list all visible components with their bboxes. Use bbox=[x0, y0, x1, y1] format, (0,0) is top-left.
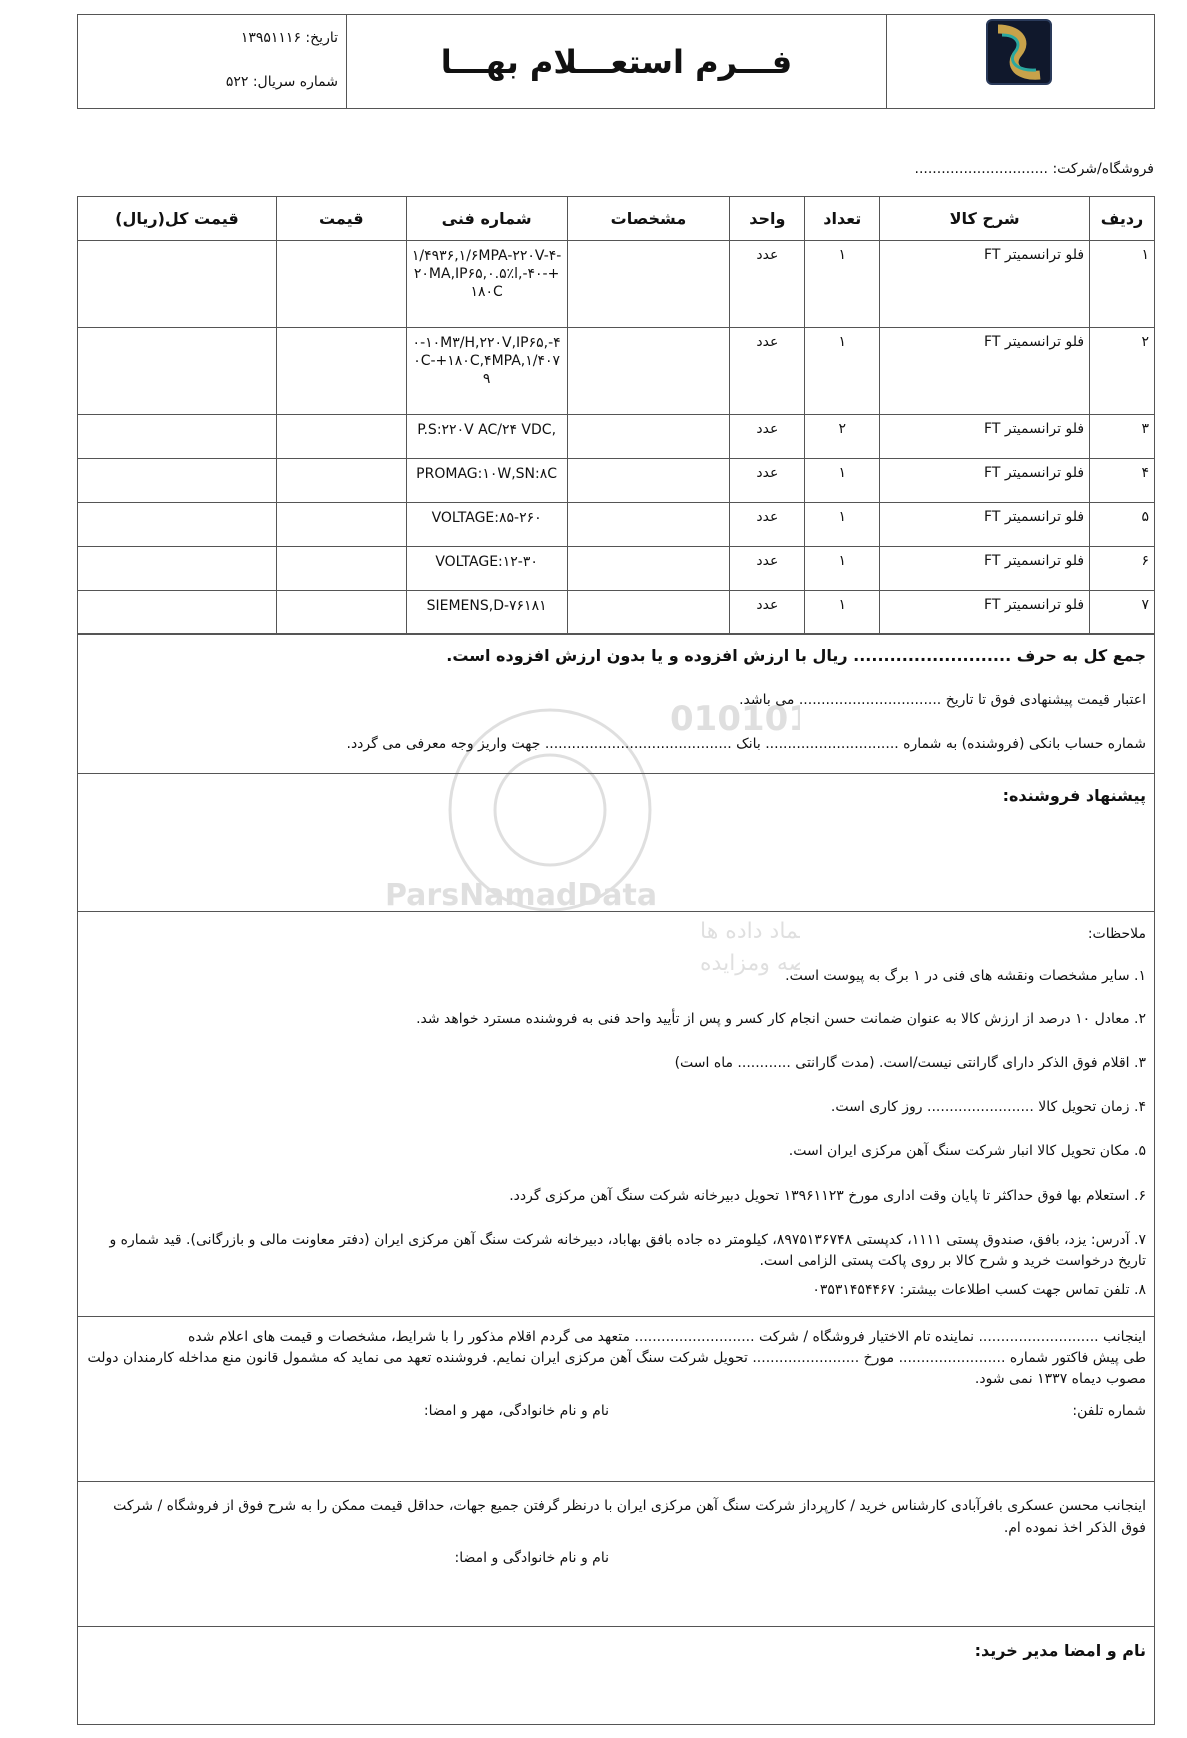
col-header: مشخصات bbox=[567, 197, 730, 241]
col-header: واحد bbox=[730, 197, 805, 241]
item-description: فلو ترانسمیتر FT bbox=[880, 591, 1090, 635]
table-row bbox=[78, 547, 1155, 591]
item-quantity: ۱ bbox=[805, 503, 880, 547]
seller-signature-label: نام و نام خانوادگی، مهر و امضا: bbox=[423, 1403, 609, 1419]
item-total bbox=[78, 415, 277, 459]
item-unit: عدد bbox=[730, 328, 805, 415]
notes-section bbox=[77, 911, 1155, 1317]
table-row bbox=[78, 328, 1155, 415]
item-description: فلو ترانسمیتر FT bbox=[880, 503, 1090, 547]
col-header: قیمت کل(ریال) bbox=[78, 197, 277, 241]
buyer-signature-label: نام و نام خانوادگی و امضا: bbox=[454, 1550, 609, 1566]
item-tech-number: VOLTAGE:۸۵-۲۶۰ bbox=[406, 503, 567, 547]
item-tech-number: ۱/۴۹۳۶,۱/۶MPA-۲۲۰V-۴-۲۰MA,IP۶۵,۰.۵٪l,-۴۰-+۱۸۰C bbox=[406, 241, 567, 328]
total-in-words: جمع کل به حرف .......................... ریال با ارزش افزوده و یا بدون ارزش افزوده است. bbox=[446, 646, 1146, 665]
note-item: ۲. معادل ۱۰ درصد از ارزش کالا به عنوان ضمانت حسن انجام کار کسر و پس از تأیید واحد فنی به فروشنده مسترد خواهد شد. bbox=[416, 1011, 1146, 1027]
item-description: فلو ترانسمیتر FT bbox=[880, 328, 1090, 415]
seller-offer-title: پیشنهاد فروشنده: bbox=[1002, 786, 1146, 805]
note-item: ۷. آدرس: یزد، بافق، صندوق پستی ۱۱۱۱، کدپستی ۸۹۷۵۱۳۶۷۴۸، کیلومتر ده جاده بافق بهاباد، دبیرخانه شرکت سنگ آهن مرکزی ایران (دفتر معاونت مالی و بازرگانی). قید شماره و تاریخ درخواست خرید و شرح کالا بر روی پاکت پستی الزامی است. bbox=[109, 1232, 1146, 1269]
bank-account: شماره حساب بانکی (فروشنده) به شماره .............................. بانک .......................................... جهت واریز وجه معرفی می گردد. bbox=[346, 736, 1146, 752]
date-label: تاریخ: bbox=[305, 30, 338, 46]
watermark-digits: 010101 bbox=[670, 699, 800, 739]
note-item: ۵. مکان تحویل کالا انبار شرکت سنگ آهن مرکزی ایران است. bbox=[788, 1143, 1146, 1159]
note-item: ۶. استعلام بها فوق حداکثر تا پایان وقت اداری مورخ ۱۳۹۶۱۱۲۳ تحویل دبیرخانه شرکت سنگ آهن مرکزی گردد. bbox=[509, 1188, 1146, 1204]
item-spec bbox=[567, 241, 730, 328]
manager-signature-label: نام و امضا مدیر خرید: bbox=[974, 1641, 1146, 1660]
item-quantity: ۱ bbox=[805, 328, 880, 415]
watermark-brand: ParsNamadData bbox=[385, 878, 658, 913]
item-description: فلو ترانسمیتر FT bbox=[880, 415, 1090, 459]
form-header bbox=[77, 14, 1155, 109]
manager-section bbox=[77, 1626, 1155, 1725]
col-header: قیمت bbox=[276, 197, 406, 241]
item-description: فلو ترانسمیتر FT bbox=[880, 459, 1090, 503]
col-header: شماره فنی bbox=[406, 197, 567, 241]
logo-cell bbox=[886, 15, 1154, 108]
header-meta bbox=[78, 15, 346, 108]
item-total bbox=[78, 459, 277, 503]
row-number: ۲ bbox=[1090, 328, 1155, 415]
item-tech-number: P.S:۲۲۰V AC/۲۴ VDC, bbox=[406, 415, 567, 459]
item-tech-number: SIEMENS,D-۷۶۱۸۱ bbox=[406, 591, 567, 635]
items-table bbox=[77, 196, 1155, 635]
col-header: شرح کالا bbox=[880, 197, 1090, 241]
table-row bbox=[78, 591, 1155, 635]
col-header: تعداد bbox=[805, 197, 880, 241]
buyer-declaration-section bbox=[77, 1481, 1155, 1627]
item-unit: عدد bbox=[730, 547, 805, 591]
item-quantity: ۱ bbox=[805, 547, 880, 591]
item-unit: عدد bbox=[730, 591, 805, 635]
serial-value: ۵۲۲ bbox=[225, 74, 249, 90]
buyer-line: اینجانب محسن عسکری بافرآبادی کارشناس خرید / کارپرداز شرکت سنگ آهن مرکزی ایران با درنظر گرفتن جمیع جهات، حداقل قیمت ممکن را به شرح فوق از فروشگاه / شرکت bbox=[113, 1498, 1146, 1514]
item-tech-number: PROMAG:۱۰W,SN:۸C bbox=[406, 459, 567, 503]
table-row bbox=[78, 459, 1155, 503]
note-item: ۴. زمان تحویل کالا ........................ روز کاری است. bbox=[830, 1099, 1146, 1115]
row-number: ۱ bbox=[1090, 241, 1155, 328]
row-number: ۶ bbox=[1090, 547, 1155, 591]
watermark-line1: ماد داده ها bbox=[700, 919, 799, 944]
note-item: ۱. سایر مشخصات ونقشه های فنی در ۱ برگ به پیوست است. bbox=[785, 968, 1146, 984]
item-price bbox=[276, 241, 406, 328]
seller-pledge-section bbox=[77, 1316, 1155, 1482]
table-header-row bbox=[78, 197, 1155, 241]
totals-section bbox=[77, 633, 1155, 774]
table-row bbox=[78, 415, 1155, 459]
buyer-line: فوق الذکر اخذ نموده ام. bbox=[1003, 1520, 1146, 1536]
item-spec bbox=[567, 591, 730, 635]
item-price bbox=[276, 415, 406, 459]
row-number: ۳ bbox=[1090, 415, 1155, 459]
phone-label: شماره تلفن: bbox=[1072, 1403, 1146, 1419]
pledge-line: مصوب دیماه ۱۳۳۷ نمی شود. bbox=[974, 1371, 1146, 1387]
note-item: ۸. تلفن تماس جهت کسب اطلاعات بیشتر: ۰۳۵۳۱۴۵۴۴۶۷ bbox=[812, 1282, 1146, 1298]
company-logo-icon bbox=[986, 19, 1052, 85]
notes-title: ملاحظات: bbox=[1087, 926, 1146, 942]
shop-company-line: فروشگاه/شرکت: .............................. bbox=[914, 161, 1154, 177]
item-tech-number: ۰-۱۰M۳/H,۲۲۰V,IP۶۵,-۴۰C-+۱۸۰C,۴MPA,۱/۴۰۷۹ bbox=[406, 328, 567, 415]
price-validity: اعتبار قیمت پیشنهادی فوق تا تاریخ ................................ می باشد. bbox=[739, 692, 1146, 708]
serial-line bbox=[86, 69, 338, 113]
seller-offer-section bbox=[77, 773, 1155, 912]
item-unit: عدد bbox=[730, 459, 805, 503]
note-item: ۳. اقلام فوق الذکر دارای گارانتی نیست/است. (مدت گارانتی ............ ماه است) bbox=[674, 1055, 1146, 1071]
date-value: ۱۳۹۵۱۱۱۶ bbox=[240, 30, 301, 46]
date-line bbox=[86, 25, 338, 69]
item-quantity: ۲ bbox=[805, 415, 880, 459]
item-unit: عدد bbox=[730, 415, 805, 459]
table-row bbox=[78, 241, 1155, 328]
item-description: فلو ترانسمیتر FT bbox=[880, 547, 1090, 591]
row-number: ۷ bbox=[1090, 591, 1155, 635]
item-spec bbox=[567, 459, 730, 503]
item-total bbox=[78, 328, 277, 415]
item-spec bbox=[567, 328, 730, 415]
pledge-line: اینجانب ........................... نماینده تام الاختیار فروشگاه / شرکت ........................... متعهد می گردم اقلام مذکور را با شرایط، مشخصات و قیمت های اعلام شده bbox=[187, 1329, 1146, 1345]
item-tech-number: VOLTAGE:۱۲-۳۰ bbox=[406, 547, 567, 591]
item-quantity: ۱ bbox=[805, 591, 880, 635]
item-unit: عدد bbox=[730, 241, 805, 328]
item-price bbox=[276, 503, 406, 547]
pledge-line: طی پیش فاکتور شماره ........................ مورخ ........................ تحویل شرکت سنگ آهن مرکزی ایران نمایم. فروشنده تعهد می نماید که مشمول قانون منع مداخله کارمندان دولت bbox=[87, 1350, 1146, 1366]
item-unit: عدد bbox=[730, 503, 805, 547]
item-total bbox=[78, 241, 277, 328]
col-header: ردیف bbox=[1090, 197, 1155, 241]
item-total bbox=[78, 547, 277, 591]
item-quantity: ۱ bbox=[805, 241, 880, 328]
item-spec bbox=[567, 503, 730, 547]
item-spec bbox=[567, 547, 730, 591]
item-price bbox=[276, 547, 406, 591]
item-total bbox=[78, 591, 277, 635]
item-price bbox=[276, 459, 406, 503]
item-price bbox=[276, 328, 406, 415]
table-row bbox=[78, 503, 1155, 547]
serial-label: شماره سریال: bbox=[252, 74, 338, 90]
item-total bbox=[78, 503, 277, 547]
item-quantity: ۱ bbox=[805, 459, 880, 503]
row-number: ۵ bbox=[1090, 503, 1155, 547]
item-description: فلو ترانسمیتر FT bbox=[880, 241, 1090, 328]
page-title: فـــرم استعـــلام بهـــا bbox=[346, 15, 886, 108]
watermark-line2: ه ومزایده bbox=[700, 951, 789, 976]
item-spec bbox=[567, 415, 730, 459]
row-number: ۴ bbox=[1090, 459, 1155, 503]
item-price bbox=[276, 591, 406, 635]
